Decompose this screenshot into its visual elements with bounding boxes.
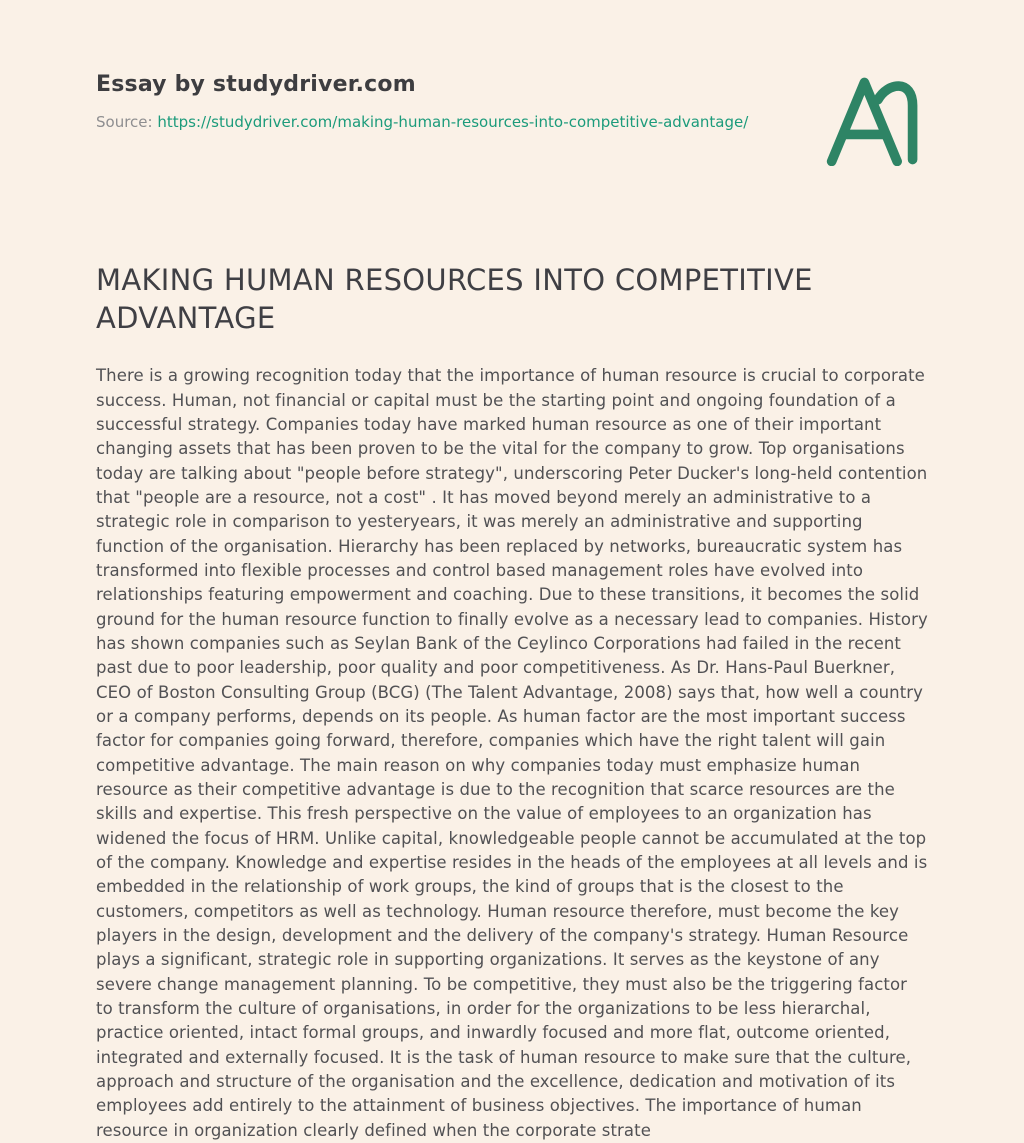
- studydriver-logo[interactable]: [822, 74, 928, 166]
- article: [96, 262, 928, 1143]
- page-title: MAKING HUMAN RESOURCES INTO COMPETITIVE ADVANTAGE: [96, 263, 813, 335]
- article-body: There is a growing recognition today that the importance of human resource is crucial to corporate success. Human, not financial or capital must be the starting point and ongoing foundation of a successful strategy. Companies today have marked human resource as one of their important changing assets that has been proven to be the vital for the company to grow. Top organisations today are talking about "people before strategy", underscoring Peter Ducker's long-held contention that "people are a resource, not a cost" . It has moved beyond merely an administrative to a strategic role in comparison to yesteryears, it was merely an administrative and supporting function of the organisation. Hierarchy has been replaced by networks, bureaucratic system has transformed into flexible processes and control based management roles have evolved into relationships featuring empowerment and coaching. Due to these transitions, it becomes the solid ground for the human resource function to finally evolve as a necessary lead to companies. History has shown companies such as Seylan Bank of the Ceylinco Corporations had failed in the recent past due to poor leadership, poor quality and poor competitiveness. As Dr. Hans-Paul Buerkner, CEO of Boston Consulting Group (BCG) (The Talent Advantage, 2008) says that, how well a country or a company performs, depends on its people. As human factor are the most important success factor for companies going forward, therefore, companies which have the right talent will gain competitive advantage. The main reason on why companies today must emphasize human resource as their competitive advantage is due to the recognition that scarce resources are the skills and expertise. This fresh perspective on the value of employees to an organization has widened the focus of HRM. Unlike capital, knowledgeable people cannot be accumulated at the top of the company. Knowledge and expertise resides in the heads of the employees at all levels and is embedded in the relationship of work groups, the kind of groups that is the closest to the customers, competitors as well as technology. Human resource therefore, must become the key players in the design, development and the delivery of the company's strategy. Human Resource plays a significant, strategic role in supporting organizations. It serves as the keystone of any severe change management planning. To be competitive, they must also be the triggering factor to transform the culture of organisations, in order for the organizations to be less hierarchal, practice oriented, intact formal groups, and inwardly focused and more flat, outcome oriented, integrated and externally focused. It is the task of human resource to make sure that the culture, approach and structure of the organisation and the excellence, dedication and motivation of its employees add entirely to the attainment of business objectives. The importance of human resource in organization clearly defined when the corporate strate: [96, 366, 928, 1140]
- source-line: [96, 113, 748, 131]
- source-label: Source:: [96, 113, 153, 131]
- studydriver-logo-icon: [822, 74, 928, 166]
- header-text-block: [96, 72, 748, 131]
- source-link[interactable]: https://studydriver.com/making-human-resources-into-competitive-advantage/: [157, 113, 749, 131]
- byline: Essay by studydriver.com: [96, 72, 416, 97]
- document-header: [96, 0, 928, 166]
